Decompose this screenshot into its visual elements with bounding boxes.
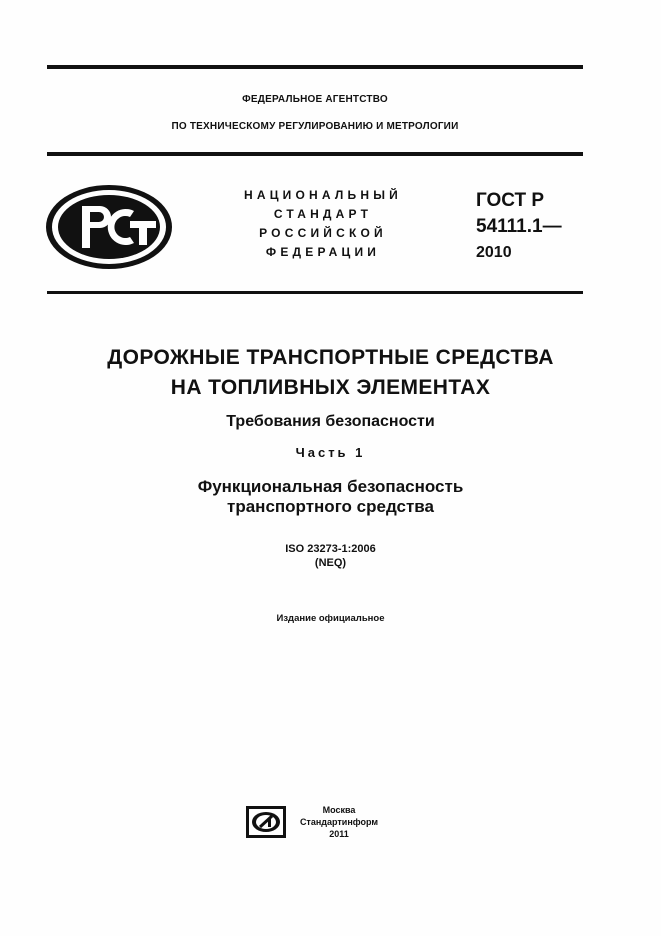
publisher-name: Стандартинформ bbox=[299, 817, 379, 827]
standartinform-mark-icon bbox=[246, 806, 286, 838]
national-line: РОССИЙСКОЙ bbox=[259, 226, 387, 240]
iso-reference: ISO 23273-1:2006 bbox=[285, 543, 376, 555]
part-title-line-2: транспортного средства bbox=[227, 497, 434, 516]
publisher-block bbox=[294, 804, 384, 840]
header-rule bbox=[47, 152, 583, 156]
document-title-line-1: ДОРОЖНЫЕ ТРАНСПОРТНЫЕ СРЕДСТВА bbox=[107, 346, 554, 369]
national-standard-label bbox=[228, 186, 418, 262]
iso-equivalence: (NEQ) bbox=[314, 557, 347, 569]
agency-line-1: ФЕДЕРАЛЬНОЕ АГЕНТСТВО bbox=[242, 94, 388, 105]
gost-prefix: ГОСТ Р bbox=[476, 190, 545, 211]
publisher-city: Москва bbox=[322, 805, 356, 815]
gost-designation bbox=[476, 188, 562, 266]
document-subtitle: Требования безопасности bbox=[226, 413, 435, 430]
national-line: ФЕДЕРАЦИИ bbox=[265, 245, 381, 259]
standard-rule bbox=[47, 291, 583, 294]
gost-year: 2010 bbox=[476, 244, 512, 261]
rst-certification-mark-icon bbox=[44, 183, 174, 271]
national-line: НАЦИОНАЛЬНЫЙ bbox=[243, 188, 403, 202]
part-title-line-1: Функциональная безопасность bbox=[197, 477, 464, 496]
document-title-line-2: НА ТОПЛИВНЫХ ЭЛЕМЕНТАХ bbox=[170, 376, 491, 399]
gost-number: 54111.1— bbox=[476, 216, 562, 237]
part-number: Часть 1 bbox=[295, 445, 366, 460]
top-rule bbox=[47, 65, 583, 69]
agency-line-2: ПО ТЕХНИЧЕСКОМУ РЕГУЛИРОВАНИЮ И МЕТРОЛОГИИ bbox=[171, 121, 459, 132]
edition-label: Издание официальное bbox=[276, 613, 385, 624]
publication-year: 2011 bbox=[329, 829, 349, 839]
national-line: СТАНДАРТ bbox=[273, 207, 373, 221]
